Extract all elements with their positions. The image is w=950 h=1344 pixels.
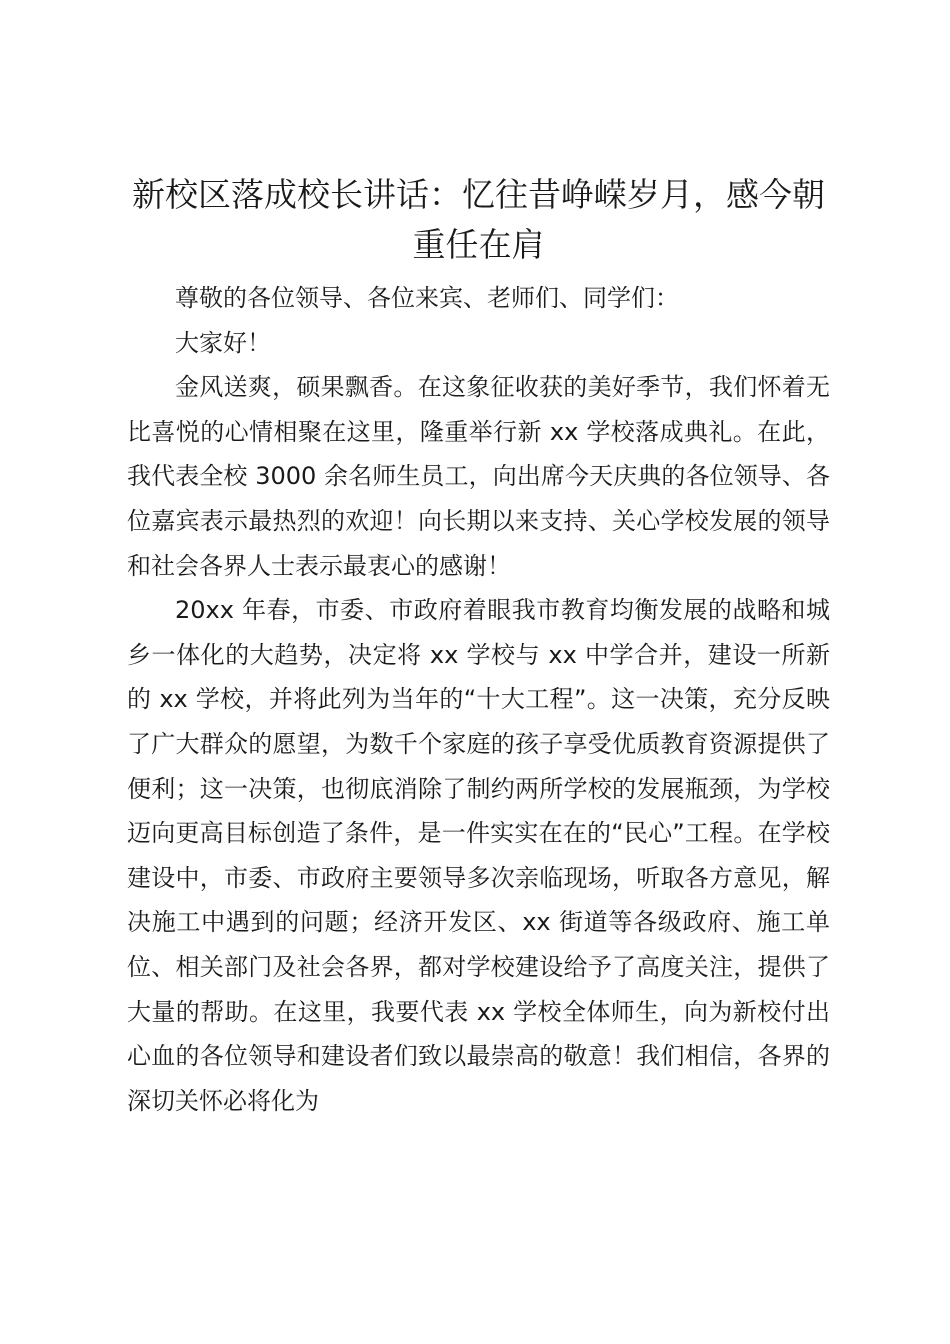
body-paragraph: 金风送爽，硕果飘香。在这象征收获的美好季节，我们怀着无比喜悦的心情相聚在这里，隆重举行新 xx 学校落成典礼。在此，我代表全校 3000 余名师生员工，向出席今天庆典的各位领导、各位嘉宾表示最热烈的欢迎！向长期以来支持、关心学校发展的领导和社会各界人士表示最衷心的感谢！ [127,373,830,580]
greeting-paragraph: 大家好！ [175,328,271,357]
body-paragraph: 20xx 年春，市委、市政府着眼我市教育均衡发展的战略和城乡一体化的大趋势，决定将 xx 学校与 xx 中学合并，建设一所新的 xx 学校，并将此列为当年的“十大工程”。这一决策，充分反映了广大群众的愿望，为数千个家庭的孩子享受优质教育资源提供了便利；这一决策，也彻底消除了制约两所学校的发展瓶颈，为学校迈向更高目标创造了条件，是一件实实在在的“民心”工程。在学校建设中，市委、市政府主要领导多次亲临现场，听取各方意见，解决施工中遇到的问题；经济开发区、xx 街道等各级政府、施工单位、相关部门及社会各界，都对学校建设给予了高度关注，提供了大量的帮助。在这里，我要代表 xx 学校全体师生，向为新校付出心血的各位领导和建设者们致以最崇高的敬意！我们相信，各界的深切关怀必将化为 [127,596,830,1115]
document-title: 新校区落成校长讲话：忆往昔峥嵘岁月，感今朝重任在肩 [132,175,825,264]
document-body [127,170,830,1123]
salutation-paragraph: 尊敬的各位领导、各位来宾、老师们、同学们： [175,284,679,312]
